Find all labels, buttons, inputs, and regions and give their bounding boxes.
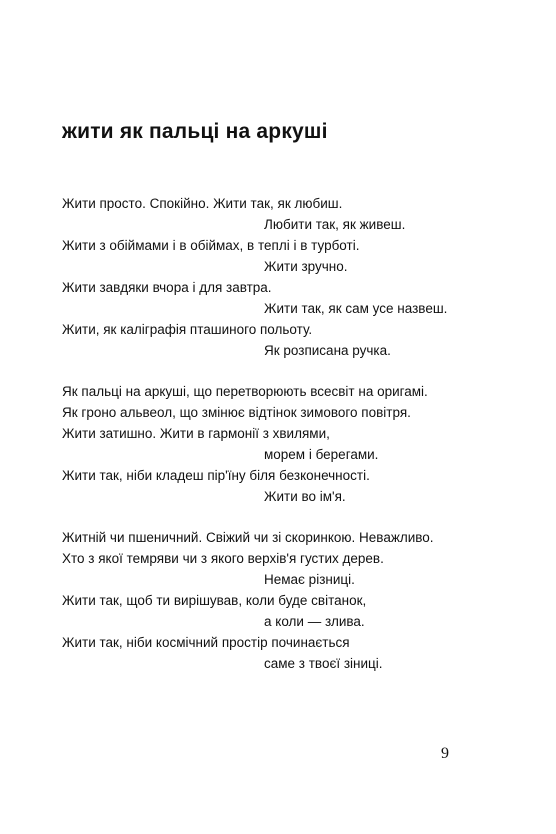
poem-body [62,193,502,694]
poem-line: Як пальці на аркуші, що перетворюють всесвіт на оригамі. [62,384,428,399]
poem-line-indented: а коли — злива. [264,614,365,629]
poem-line: Жити так, щоб ти вирішував, коли буде світанок, [62,593,367,608]
page-number: 9 [441,745,449,762]
poem-line-indented: Як розписана ручка. [264,343,391,358]
poem-line-indented: Любити так, як живеш. [264,217,406,232]
poem-line-indented: морем і берегами. [264,447,379,462]
poem-line-indented: Немає різниці. [264,572,355,587]
poem-line: Жити з обіймами і в обіймах, в теплі і в турботі. [62,238,360,253]
poem-line: Житній чи пшеничний. Свіжий чи зі скоринкою. Неважливо. [62,530,434,545]
poem-line: Жити так, ніби кладеш пір'їну біля безконечності. [62,468,370,483]
poem-line-indented: Жити так, як сам усе назвеш. [264,301,448,316]
poem-line-indented: Жити во ім'я. [264,489,346,504]
poem-line: Жити затишно. Жити в гармонії з хвилями, [62,426,330,441]
stanza-3 [62,527,502,674]
poem-line: Жити просто. Спокійно. Жити так, як любиш. [62,196,343,211]
poem-title: жити як пальці на аркуші [62,120,328,143]
stanza-1 [62,193,502,361]
poem-line: Як гроно альвеол, що змінює відтінок зимового повітря. [62,405,411,420]
stanza-2 [62,381,502,507]
poem-line: Жити так, ніби космічний простір починається [62,635,350,650]
poem-line-indented: саме з твоєї зіниці. [264,656,383,671]
poem-line: Жити, як каліграфія пташиного польоту. [62,322,313,337]
poem-line: Жити завдяки вчора і для завтра. [62,280,272,295]
poem-line: Хто з якої темряви чи з якого верхів'я густих дерев. [62,551,384,566]
poem-line-indented: Жити зручно. [264,259,348,274]
